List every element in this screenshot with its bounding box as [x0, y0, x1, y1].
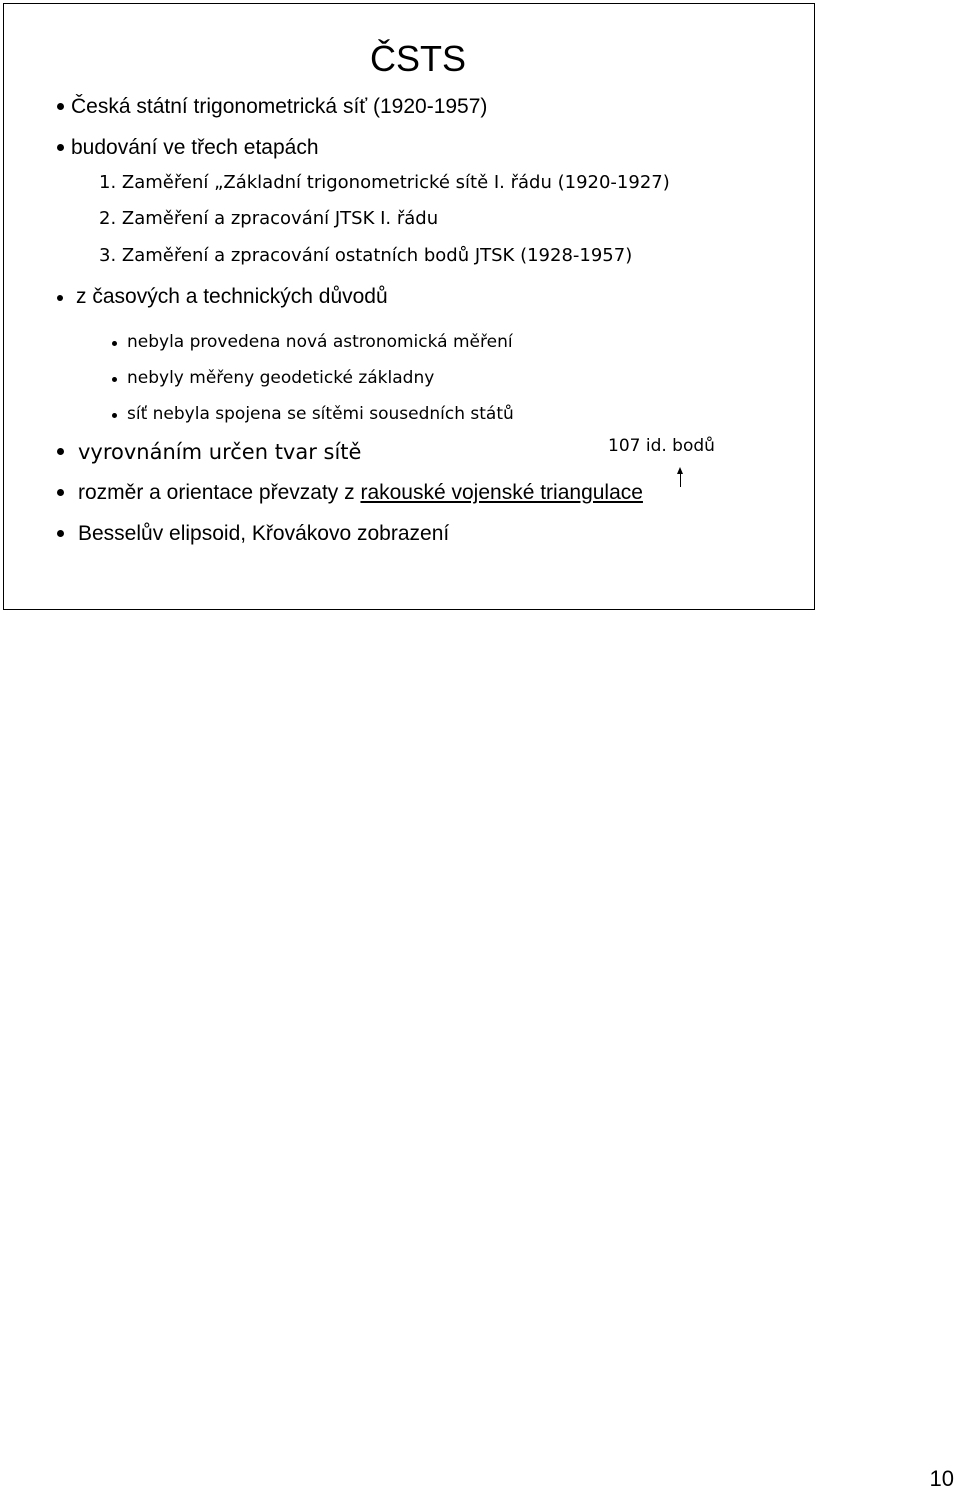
adjustment-text: vyrovnáním určen tvar sítě: [78, 440, 362, 464]
bullet-dot: [57, 295, 63, 301]
reason-astronomy: nebyla provedena nová astronomická měření: [127, 332, 513, 352]
bullet-network-name: Česká státní trigonometrická síť (1920-1957): [71, 95, 488, 118]
stage-3: 3. Zaměření a zpracování ostatních bodů JTSK (1928-1957): [99, 245, 633, 266]
reasons-heading: z časových a technických důvodů: [76, 285, 388, 308]
stage-2: 2. Zaměření a zpracování JTSK I. řádu: [99, 208, 439, 229]
bullet-dot: [57, 489, 64, 496]
slide-title: ČSTS: [370, 38, 467, 79]
bullet-dot: [57, 530, 64, 537]
sub-bullet-dot: [112, 377, 117, 382]
bullet-dot: [57, 448, 64, 455]
bullet-dot: [57, 103, 64, 110]
orientation-link: rakouské vojenské triangulace: [360, 481, 643, 504]
reason-neighbours: síť nebyla spojena se sítěmi sousedních států: [127, 404, 514, 424]
reason-baselines: nebyly měřeny geodetické základny: [127, 368, 435, 388]
bullet-stages: budování ve třech etapách: [71, 136, 319, 159]
arrow-up-icon: [680, 469, 681, 487]
orientation-prefix: rozměr a orientace převzaty z: [78, 481, 361, 504]
stage-1: 1. Zaměření „Základní trigonometrické sítě I. řádu (1920-1927): [99, 172, 670, 193]
orientation-line: [78, 478, 643, 508]
ellipsoid-text: Besselův elipsoid, Křovákovo zobrazení: [78, 522, 450, 545]
point-count-note: 107 id. bodů: [608, 436, 715, 456]
sub-bullet-dot: [112, 341, 117, 346]
slide-frame: [3, 3, 815, 610]
bullet-dot: [57, 144, 64, 151]
page-number: 10: [929, 1466, 954, 1491]
sub-bullet-dot: [112, 413, 117, 418]
